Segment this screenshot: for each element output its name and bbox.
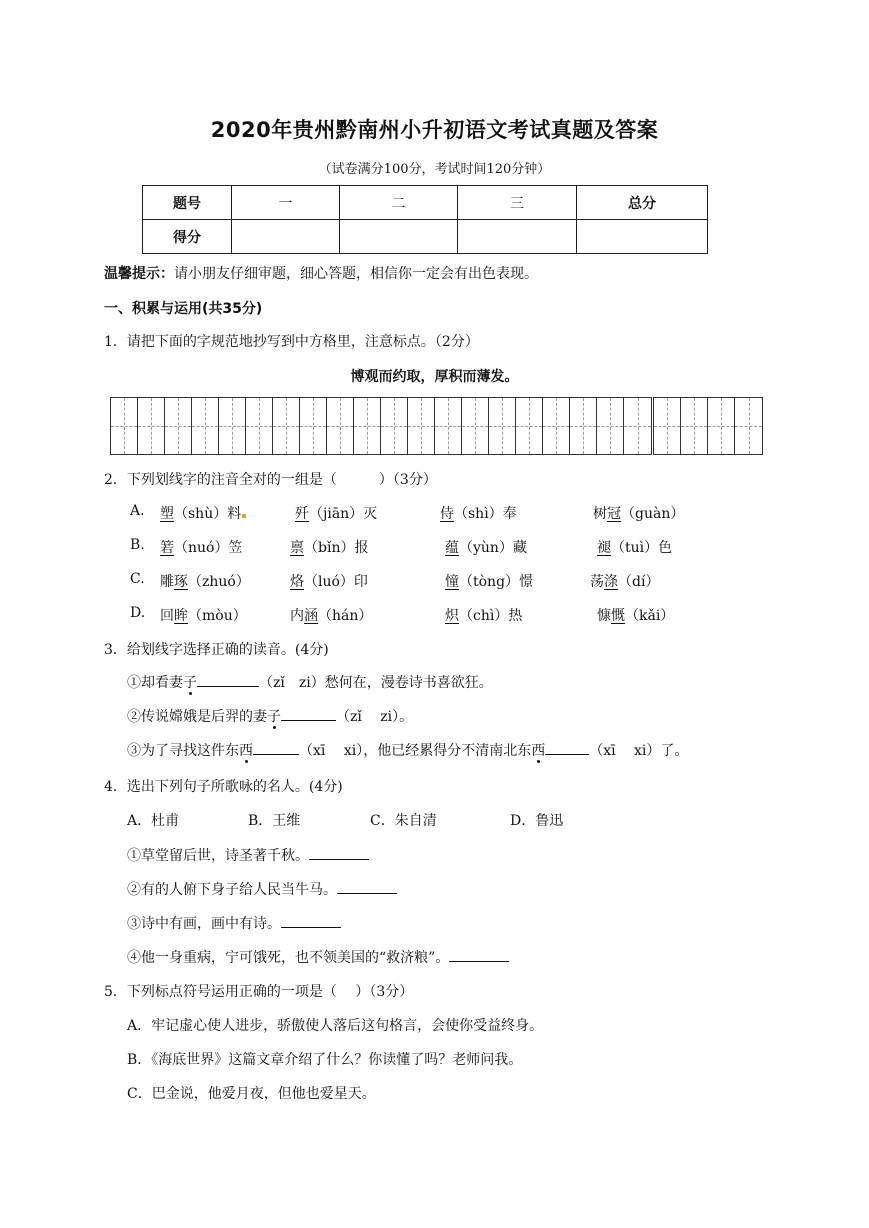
- pinyin-text: （shù）料: [174, 506, 242, 522]
- grid-cell[interactable]: [408, 398, 435, 454]
- grid-cell[interactable]: [462, 398, 489, 454]
- dotted-char: 西: [531, 743, 546, 759]
- q2-row-c-item-4: [590, 571, 659, 591]
- prefix-text: 雕: [160, 574, 174, 590]
- q4-item-2: [127, 879, 397, 899]
- q3-item-1: [127, 672, 493, 692]
- pinyin-text: （hán）: [318, 608, 373, 624]
- q4-option-b: B．王维: [248, 813, 301, 829]
- sentence-text: （zǐ zi）愁何在，漫卷诗书喜欲狂。: [259, 675, 493, 691]
- underlined-char: 冠: [607, 506, 621, 522]
- underlined-char: 塑: [160, 506, 174, 522]
- answer-blank[interactable]: [281, 706, 336, 721]
- q4-option-d: D．鲁迅: [510, 813, 564, 829]
- underlined-char: 慨: [611, 608, 625, 624]
- pinyin-text: （mòu）: [188, 608, 247, 624]
- answer-blank[interactable]: [309, 845, 369, 860]
- underlined-char: 眸: [174, 608, 188, 624]
- q3-stem: 3．给划线字选择正确的读音。(4分): [104, 642, 329, 658]
- answer-blank[interactable]: [197, 672, 259, 687]
- pinyin-text: （dí）: [618, 574, 660, 590]
- prefix-text: 内: [290, 608, 304, 624]
- q2-row-c-item-3: [445, 571, 533, 591]
- q4-item-3: [127, 913, 341, 933]
- dotted-char: 子: [183, 675, 197, 691]
- grid-cell[interactable]: [543, 398, 570, 454]
- sentence-text: ②传说嫦娥是后羿的妻: [127, 709, 267, 725]
- pinyin-text: （bǐn）报: [304, 540, 369, 556]
- answer-blank[interactable]: [253, 740, 299, 755]
- pinyin-text: （guàn）: [621, 506, 685, 522]
- prefix-text: 荡: [590, 574, 604, 590]
- q2-row-b-item-2: [290, 537, 368, 557]
- sentence-text: （xī xi），他已经累得分不清南北东: [299, 743, 532, 759]
- score-header-label: 题号: [143, 186, 232, 220]
- q4-option-a: A．杜甫: [127, 813, 180, 829]
- q1-sentence: 博观而约取，厚积而薄发。: [350, 369, 519, 385]
- q5-option-b: B．《海底世界》这篇文章介绍了什么？你读懂了吗？老师问我。: [127, 1052, 523, 1068]
- q2-row-a-item-2: [295, 503, 377, 523]
- grid-cell[interactable]: [624, 398, 651, 454]
- sentence-text: （zǐ zi）。: [336, 709, 414, 725]
- q4-item-4: [127, 947, 509, 967]
- q4-option-c: C．朱自清: [370, 813, 437, 829]
- answer-blank[interactable]: [545, 740, 589, 755]
- pinyin-text: （tuì）色: [611, 540, 673, 556]
- grid-cell[interactable]: [654, 398, 681, 454]
- answer-blank[interactable]: [449, 947, 509, 962]
- exam-info: （试卷满分100分，考试时间120分钟）: [318, 162, 551, 177]
- grid-cell[interactable]: [597, 398, 624, 454]
- score-header-total: 总分: [577, 186, 708, 220]
- grid-cell[interactable]: [735, 398, 762, 454]
- score-row-label: 得分: [143, 220, 232, 254]
- item-text: ④他一身重病，宁可饿死，也不领美国的“救济粮”。: [127, 950, 450, 966]
- q2-row-a-item-1: [160, 503, 246, 523]
- grid-cell[interactable]: [570, 398, 597, 454]
- q2-row-b-item-4: [597, 537, 672, 557]
- tip-label: 温馨提示：: [104, 266, 174, 282]
- underlined-char: 憧: [445, 574, 459, 590]
- underlined-char: 涤: [604, 574, 618, 590]
- underlined-char: 禀: [290, 540, 304, 556]
- q2-row-b-letter: B.: [130, 537, 145, 553]
- pinyin-text: （zhuó）: [188, 574, 250, 590]
- grid-cell[interactable]: [516, 398, 543, 454]
- grid-cell[interactable]: [192, 398, 219, 454]
- q4-stem: 4．选出下列句子所歌咏的名人。(4分): [104, 779, 343, 795]
- pinyin-text: （luó）印: [304, 574, 368, 590]
- pinyin-text: （kǎi）: [625, 608, 675, 624]
- prefix-text: 回: [160, 608, 174, 624]
- grid-cell[interactable]: [300, 398, 327, 454]
- q2-row-c-letter: C.: [130, 571, 145, 587]
- underlined-char: 蕴: [445, 540, 459, 556]
- q2-row-b-item-1: [160, 537, 242, 557]
- q2-row-c-item-1: [160, 571, 250, 591]
- pinyin-text: （shì）奉: [454, 506, 517, 522]
- grid-cell[interactable]: [246, 398, 273, 454]
- grid-cell[interactable]: [708, 398, 735, 454]
- grid-cell[interactable]: [327, 398, 354, 454]
- dotted-char: 子: [267, 709, 281, 725]
- score-cell-3[interactable]: [458, 220, 577, 254]
- sentence-text: （xī xi）了。: [589, 743, 689, 759]
- q2-row-d-item-2: [290, 605, 372, 625]
- writing-grid-main[interactable]: [110, 397, 652, 455]
- item-text: ①草堂留后世，诗圣著千秋。: [127, 848, 309, 864]
- q3-item-3: [127, 740, 688, 760]
- q2-row-d-item-1: [160, 605, 247, 625]
- prefix-text: 树: [593, 506, 607, 522]
- underlined-char: 褪: [597, 540, 611, 556]
- score-table: [142, 185, 708, 254]
- score-cell-1[interactable]: [232, 220, 340, 254]
- tip-text: 请小朋友仔细审题，细心答题，相信你一定会有出色表现。: [174, 266, 538, 282]
- q2-row-b-item-3: [445, 537, 527, 557]
- q5-stem: 5．下列标点符号运用正确的一项是（ ）（3分）: [104, 984, 414, 1000]
- q2-row-c-item-2: [290, 571, 368, 591]
- underlined-char: 歼: [295, 506, 309, 522]
- score-header-3: 三: [458, 186, 577, 220]
- pinyin-text: （tòng）憬: [459, 574, 534, 590]
- q2-row-a-item-4: [593, 503, 684, 523]
- q2-row-a-letter: A.: [130, 503, 145, 519]
- tip-line: [104, 263, 538, 283]
- prefix-text: 慷: [597, 608, 611, 624]
- q2-row-a-item-3: [440, 503, 517, 523]
- writing-grid-extra[interactable]: [653, 397, 763, 455]
- section-1-heading: 一、积累与运用(共35分): [104, 301, 263, 317]
- q3-item-2: [127, 706, 413, 726]
- underlined-char: 烙: [290, 574, 304, 590]
- score-header-1: 一: [232, 186, 340, 220]
- grid-cell[interactable]: [219, 398, 246, 454]
- grid-cell[interactable]: [381, 398, 408, 454]
- q5-option-a: A．牢记虚心使人进步，骄傲使人落后这句格言，会使你受益终身。: [127, 1018, 544, 1034]
- score-cell-total[interactable]: [577, 220, 708, 254]
- q4-item-1: [127, 845, 369, 865]
- pinyin-text: （yùn）藏: [459, 540, 527, 556]
- underlined-char: 涵: [304, 608, 318, 624]
- q5-option-c: C．巴金说，他爱月夜，但他也爱星天。: [127, 1086, 376, 1102]
- sentence-text: ①却看妻: [127, 675, 183, 691]
- sentence-text: ③为了寻找这件东: [127, 743, 239, 759]
- answer-blank[interactable]: [281, 913, 341, 928]
- q2-row-d-letter: D.: [130, 605, 146, 621]
- q2-row-d-item-3: [445, 605, 522, 625]
- item-text: ③诗中有画，画中有诗。: [127, 916, 281, 932]
- grid-cell[interactable]: [111, 398, 138, 454]
- q2-row-d-item-4: [597, 605, 674, 625]
- q1-stem: 1．请把下面的字规范地抄写到中方格里，注意标点。（2分）: [104, 334, 479, 350]
- item-text: ②有的人俯下身子给人民当牛马。: [127, 882, 337, 898]
- underlined-char: 琢: [174, 574, 188, 590]
- underlined-char: 侍: [440, 506, 454, 522]
- pinyin-text: （jiān）灭: [309, 506, 378, 522]
- score-table-header-row: [143, 186, 708, 220]
- q2-stem: 2．下列划线字的注音全对的一组是（ ）（3分）: [104, 472, 437, 488]
- answer-blank[interactable]: [337, 879, 397, 894]
- score-cell-2[interactable]: [340, 220, 458, 254]
- grid-cell[interactable]: [489, 398, 516, 454]
- underlined-char: 箬: [160, 540, 174, 556]
- grid-cell[interactable]: [681, 398, 708, 454]
- grid-cell[interactable]: [138, 398, 165, 454]
- grid-cell[interactable]: [435, 398, 462, 454]
- pinyin-text: （nuó）笠: [174, 540, 243, 556]
- highlight-mark-icon: [242, 514, 246, 518]
- score-table-score-row: [143, 220, 708, 254]
- grid-cell[interactable]: [273, 398, 300, 454]
- score-header-2: 二: [340, 186, 458, 220]
- grid-cell[interactable]: [354, 398, 381, 454]
- dotted-char: 西: [239, 743, 253, 759]
- underlined-char: 炽: [445, 608, 459, 624]
- grid-cell[interactable]: [165, 398, 192, 454]
- page-title: 2020年贵州黔南州小升初语文考试真题及答案: [210, 118, 659, 142]
- pinyin-text: （chì）热: [459, 608, 523, 624]
